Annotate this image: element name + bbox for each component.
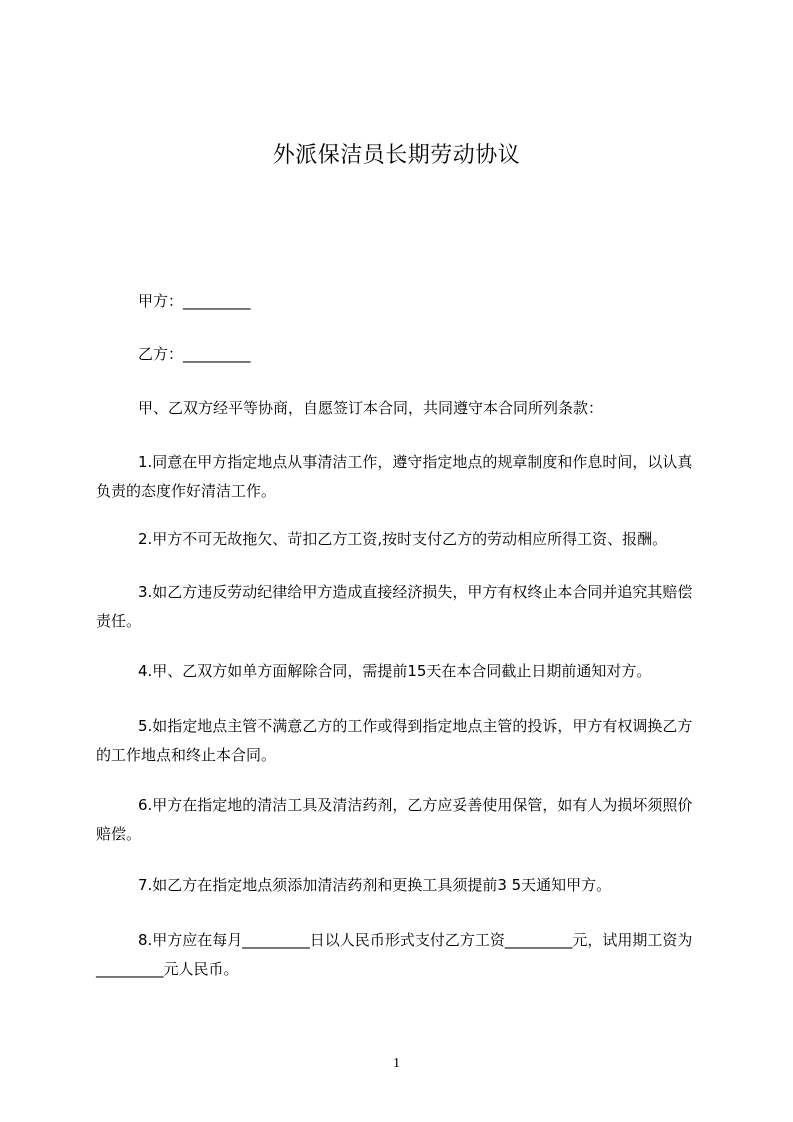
clause-8: 8.甲方应在每月_________日以人民币形式支付乙方工资_________元，试用期工资为_________元人民币。 [96, 931, 693, 978]
party-b-line: 乙方：_________ [138, 345, 251, 363]
clause-5: 5.如指定地点主管不满意乙方的工作或得到指定地点主管的投诉，甲方有权调换乙方的工作地点和终止本合同。 [96, 717, 693, 764]
clause-4: 4.甲、乙双方如单方面解除合同，需提前15天在本合同截止日期前通知对方。 [138, 662, 652, 680]
document-title: 外派保洁员长期劳动协议 [272, 143, 521, 168]
clause-2: 2.甲方不可无故拖欠、苛扣乙方工资,按时支付乙方的劳动相应所得工资、报酬。 [138, 530, 668, 548]
clause-1: 1.同意在甲方指定地点从事清洁工作，遵守指定地点的规章制度和作息时间，以认真负责的态度作好清洁工作。 [96, 453, 693, 500]
clause-7: 7.如乙方在指定地点须添加清洁药剂和更换工具须提前3 5天通知甲方。 [138, 876, 612, 894]
intro-paragraph: 甲、乙双方经平等协商，自愿签订本合同，共同遵守本合同所列条款： [138, 399, 604, 417]
clause-3: 3.如乙方违反劳动纪律给甲方造成直接经济损失，甲方有权终止本合同并追究其赔偿责任。 [96, 583, 693, 630]
clause-6: 6.甲方在指定地的清洁工具及清洁药剂，乙方应妥善使用保管，如有人为损坏须照价赔偿。 [96, 796, 693, 843]
party-a-line: 甲方：_________ [138, 292, 251, 310]
page-number: 1 [393, 1056, 400, 1071]
